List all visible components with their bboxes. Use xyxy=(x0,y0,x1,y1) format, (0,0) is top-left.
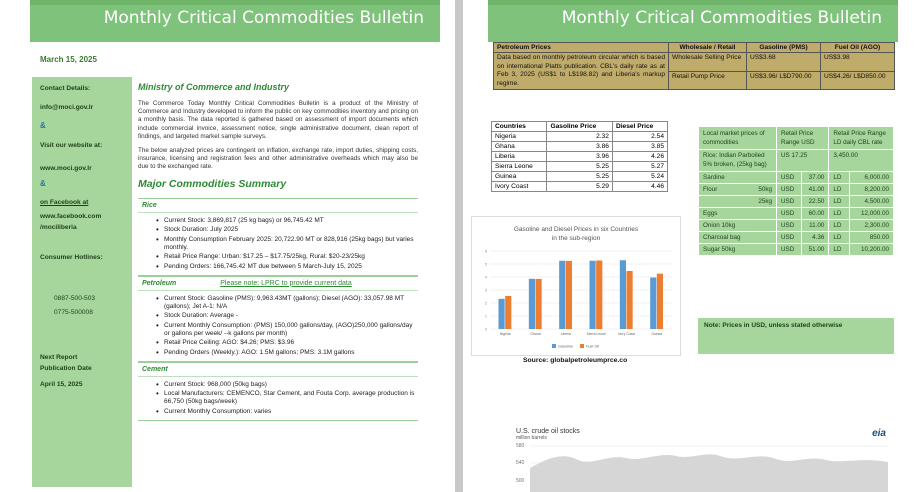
table-row xyxy=(492,172,668,182)
facebook-handle[interactable]: /mociliberia xyxy=(40,224,77,231)
bulletin-page-2 xyxy=(463,0,923,492)
ld-value: 850.00 xyxy=(849,232,893,244)
gasoline-cell: 3.86 xyxy=(547,142,612,152)
intro-paragraph: The Commerce Today Monthly Critical Commodities Bulletin is a product of the Ministry of Commerce and Industry developed to inform the public on key commodities inventory and pricing on a monthly basis. The data reported is gathered based on assessment of import documents which include commercial invoice, assessment notice, single administrative document, clean report of findings, and targeted market sample surveys. xyxy=(138,100,418,140)
pricing-paragraph: The below analyzed prices are contingent on inflation, exchange rate, import duties, shipping costs, insurance, licensing and registration fees and other administrative overheads which may also be due to the exchanged rate. xyxy=(138,147,418,171)
cement-section xyxy=(138,362,418,421)
chart-legend-swatch xyxy=(552,344,556,348)
ld-label: LD xyxy=(829,220,849,232)
country-cell: Ivory Coast xyxy=(492,182,547,192)
wholesale-label: Wholesale Selling Price xyxy=(669,53,747,72)
ld-label: LD xyxy=(829,184,849,196)
wholesale-ago: US$3.98 xyxy=(821,53,895,72)
gasoline-cell: 5.25 xyxy=(547,172,612,182)
and-symbol: & xyxy=(40,121,46,130)
petroleum-description: Data based on monthly petroleum circular which is based on international Platts publication. CBL's daily rate as at Feb 3, 2025 (US$1 to L$198.82) and Liberia's markup regime. xyxy=(494,53,669,90)
oil-ytick: 500 xyxy=(516,478,525,484)
ld-label: LD xyxy=(829,232,849,244)
country-cell: Nigeria xyxy=(492,132,547,142)
chart-ytick: 4 xyxy=(484,275,487,280)
chart-bar xyxy=(559,261,565,329)
bulletin-subtitle: Monthly Critical Commodities Bulletin xyxy=(103,8,424,28)
ld-value: 6,000.00 xyxy=(849,172,893,184)
list-item: • Local Manufacturers: CEMENCO, Star Cement, and Fouta Corp. average production is 66,750 (50kg bags/week) xyxy=(164,390,418,405)
chart-bar xyxy=(505,296,511,329)
table-header: Diesel Price xyxy=(612,122,667,132)
chart-bar xyxy=(536,279,542,329)
chart-bar xyxy=(657,274,663,329)
list-item: • Retail Price Range: Urban: $17.25 – $17.75/25kg, Rural: $20-23/25kg xyxy=(164,253,418,261)
chart-legend-label: Gasoline xyxy=(558,344,573,349)
rice-usd: US 17.25 xyxy=(777,150,829,172)
hotline-number-1[interactable]: 0887-500-503 xyxy=(54,295,96,302)
item-name: Flour xyxy=(703,186,718,193)
hotline-label: Consumer Hotlines: xyxy=(40,254,103,261)
list-item: • Pending Orders: 166,745.42 MT due between 5 March-July 15, 2025 xyxy=(164,263,418,271)
cement-list xyxy=(138,377,418,420)
diesel-cell: 5.24 xyxy=(612,172,667,182)
diesel-cell: 5.27 xyxy=(612,162,667,172)
chart-ytick: 0 xyxy=(484,327,487,332)
rice-ld: 3,450.00 xyxy=(829,150,894,172)
gasoline-cell: 5.29 xyxy=(547,182,612,192)
usd-label: USD xyxy=(777,232,802,244)
table-header: Countries xyxy=(492,122,547,132)
item-size: 50kg xyxy=(758,186,772,193)
chart-title: in the sub-region xyxy=(551,235,601,242)
ld-label: LD xyxy=(829,172,849,184)
diesel-cell: 4.46 xyxy=(612,182,667,192)
gasoline-cell: 5.25 xyxy=(547,162,612,172)
table-row xyxy=(699,220,894,232)
chart-ytick: 6 xyxy=(484,249,487,254)
crude-oil-chart xyxy=(508,422,898,492)
fuel-price-chart-svg xyxy=(472,217,680,355)
usd-value: 37.00 xyxy=(801,172,829,184)
ld-value: 4,500.00 xyxy=(849,196,893,208)
chart-bar xyxy=(589,261,595,329)
item-name: Sugar 50kg xyxy=(703,246,736,253)
diesel-cell: 2.54 xyxy=(612,132,667,142)
rice-item: Rice: Indian Parboiled 5% broken, (25kg bag) xyxy=(699,150,777,172)
item-name: Eggs xyxy=(703,210,718,217)
usd-value: 4.36 xyxy=(801,232,829,244)
chart-source: Source: globalpetroleumprce.co xyxy=(523,357,628,364)
gasoline-cell: 3.96 xyxy=(547,152,612,162)
table-row xyxy=(492,162,668,172)
chart-bar xyxy=(620,260,626,329)
chart-ytick: 3 xyxy=(484,288,487,293)
website-link[interactable]: www.moci.gov.lr xyxy=(40,165,92,172)
table-header: Retail Price Range USD xyxy=(777,127,829,150)
usd-label: USD xyxy=(777,184,802,196)
table-header: Fuel Oil (AGO) xyxy=(821,43,895,53)
list-item: • Monthly Consumption February 2025: 20,722.90 MT or 828,916 (25kg bags) but varies monthly. xyxy=(164,236,418,251)
petroleum-note-link[interactable]: Please note: LPRC to provide current data xyxy=(220,279,352,287)
table-row xyxy=(492,142,668,152)
table-row xyxy=(699,244,894,256)
facebook-link[interactable]: www.facebook.com xyxy=(40,213,102,220)
chart-title: Gasoline and Diesel Prices in six Countries xyxy=(513,226,639,233)
ld-value: 12,000.00 xyxy=(849,208,893,220)
oil-chart-title: U.S. crude oil stocks xyxy=(516,428,580,435)
oil-chart-svg xyxy=(508,422,898,492)
usd-value: 60.00 xyxy=(801,208,829,220)
table-header: Gasoline (PMS) xyxy=(747,43,821,53)
country-cell: Guinea xyxy=(492,172,547,182)
bulletin-subtitle-2: Monthly Critical Commodities Bulletin xyxy=(561,8,882,28)
chart-bar xyxy=(627,271,633,329)
report-date: March 15, 2025 xyxy=(40,55,97,64)
usd-label: USD xyxy=(777,220,802,232)
chart-bar xyxy=(596,260,602,329)
item-name: Sardine xyxy=(703,174,725,181)
item-name: Charcoal bag xyxy=(703,234,741,241)
chart-legend-swatch xyxy=(580,344,584,348)
usd-label: USD xyxy=(777,208,802,220)
list-item: • Pending Orders (Weekly.): AGO: 1.5M gallons; PMS: 3.1M gallons xyxy=(164,349,418,357)
usd-value: 51.00 xyxy=(801,244,829,256)
country-prices-table xyxy=(491,121,668,192)
oil-ytick: 540 xyxy=(516,460,525,466)
table-header: Local market prices of commodities xyxy=(699,127,777,150)
usd-value: 22.50 xyxy=(801,196,829,208)
table-row xyxy=(699,208,894,220)
diesel-cell: 3.85 xyxy=(612,142,667,152)
email-link[interactable]: info@moci.gov.lr xyxy=(40,104,94,111)
country-cell: Sierra Leone xyxy=(492,162,547,172)
chart-bar xyxy=(650,278,656,329)
usd-value: 41.00 xyxy=(801,184,829,196)
list-item: • Current Stock: 968,000 (50kg bags) xyxy=(164,381,418,389)
chart-category-label: Nigeria xyxy=(499,332,511,336)
ld-value: 8,200.00 xyxy=(849,184,893,196)
petroleum-prices-table xyxy=(493,42,895,90)
chart-category-label: Liberia xyxy=(560,332,571,336)
price-note: Note: Prices in USD, unless stated otherwise xyxy=(698,318,894,354)
table-header: Gasoline Price xyxy=(547,122,612,132)
main-content xyxy=(138,82,418,421)
diesel-cell: 4.26 xyxy=(612,152,667,162)
oil-ytick: 580 xyxy=(516,443,525,449)
usd-value: 11.00 xyxy=(801,220,829,232)
usd-label: USD xyxy=(777,244,802,256)
oil-chart-unit: million barrels xyxy=(516,435,547,441)
petroleum-heading xyxy=(138,277,418,291)
hotline-number-2[interactable]: 0775-500008 xyxy=(54,309,93,316)
wholesale-pms: US$3.68 xyxy=(747,53,821,72)
eia-logo: eia xyxy=(872,428,886,439)
website-label: Visit our website at: xyxy=(40,142,103,149)
summary-heading: Major Commodities Summary xyxy=(138,177,287,190)
oil-stock-band xyxy=(530,454,888,492)
next-report-label: Next Report Publication Date xyxy=(40,354,92,372)
contact-label: Contact Details: xyxy=(40,85,91,92)
list-item: • Current Stock: 3,869,817 (25 kg bags) or 96,745.42 MT xyxy=(164,217,418,225)
chart-bar xyxy=(498,299,504,329)
retail-label: Retail Pump Price xyxy=(669,71,747,90)
petroleum-section xyxy=(138,276,418,362)
facebook-label: on Facebook at xyxy=(40,199,89,206)
local-market-table xyxy=(698,126,894,256)
and-symbol-2: & xyxy=(40,179,46,188)
table-row xyxy=(699,184,894,196)
list-item: • Current Monthly Consumption: (PMS) 150,000 gallons/day, (AGO)250,000 gallons/day or gallons per week/ --k gallons per month) xyxy=(164,322,418,337)
chart-bar xyxy=(566,261,572,329)
ld-value: 10,200.00 xyxy=(849,244,893,256)
table-row xyxy=(492,152,668,162)
table-header: Retail Price Range LD daily CBL rate xyxy=(829,127,894,150)
item-name: Onion 10kg xyxy=(703,222,736,229)
fuel-price-chart xyxy=(471,216,681,356)
next-report-date: April 15, 2025 xyxy=(40,381,83,388)
country-cell: Liberia xyxy=(492,152,547,162)
chart-ytick: 2 xyxy=(484,301,487,306)
petroleum-title: Petroleum xyxy=(142,279,177,287)
chart-ytick: 5 xyxy=(484,262,487,267)
petroleum-list xyxy=(138,291,418,361)
retail-ago: US$4.26/ L$D850.00 xyxy=(821,71,895,90)
table-header: Wholesale / Retail xyxy=(669,43,747,53)
header-banner-2 xyxy=(488,0,898,42)
list-item: • Current Stock: Gasoline (PMS): 9,963.43MT (gallons); Diesel (AGO): 33,057.98 MT (gallons); Jet A-1: N/A xyxy=(164,295,418,310)
table-row xyxy=(699,196,894,208)
chart-bar xyxy=(529,279,535,329)
list-item: • Current Monthly Consumption: varies xyxy=(164,408,418,416)
bulletin-page-1 xyxy=(0,0,455,492)
list-item: • Stock Duration: Average - xyxy=(164,312,418,320)
chart-category-label: Sierra Leone xyxy=(586,332,606,336)
table-row xyxy=(492,132,668,142)
chart-category-label: Ghana xyxy=(530,332,541,336)
ld-value: 2,300.00 xyxy=(849,220,893,232)
table-row xyxy=(492,182,668,192)
list-item: • Retail Price Ceiling: AGO: $4.26; PMS: $3.96 xyxy=(164,339,418,347)
rice-list xyxy=(138,213,418,275)
contact-sidebar xyxy=(32,77,132,487)
usd-label: USD xyxy=(777,172,802,184)
chart-ytick: 1 xyxy=(484,314,487,319)
table-header: Petroleum Prices xyxy=(494,43,669,53)
table-row xyxy=(699,232,894,244)
ld-label: LD xyxy=(829,208,849,220)
cement-heading: Cement xyxy=(138,363,418,377)
ld-label: LD xyxy=(829,244,849,256)
rice-heading: Rice xyxy=(138,199,418,213)
rice-section xyxy=(138,198,418,276)
ld-label: LD xyxy=(829,196,849,208)
header-banner xyxy=(30,0,440,42)
gasoline-cell: 2.32 xyxy=(547,132,612,142)
country-cell: Ghana xyxy=(492,142,547,152)
retail-pms: US$3.96/ L$D790.00 xyxy=(747,71,821,90)
chart-legend-label: Fuel Oil xyxy=(586,344,600,349)
table-row xyxy=(699,172,894,184)
chart-category-label: Guinea xyxy=(651,332,663,336)
list-item: • Stock Duration: July 2025 xyxy=(164,226,418,234)
chart-category-label: Ivory Coast xyxy=(617,332,636,336)
usd-label: USD xyxy=(777,196,802,208)
item-size: 25kg xyxy=(758,198,772,205)
ministry-heading: Ministry of Commerce and Industry xyxy=(138,82,290,92)
